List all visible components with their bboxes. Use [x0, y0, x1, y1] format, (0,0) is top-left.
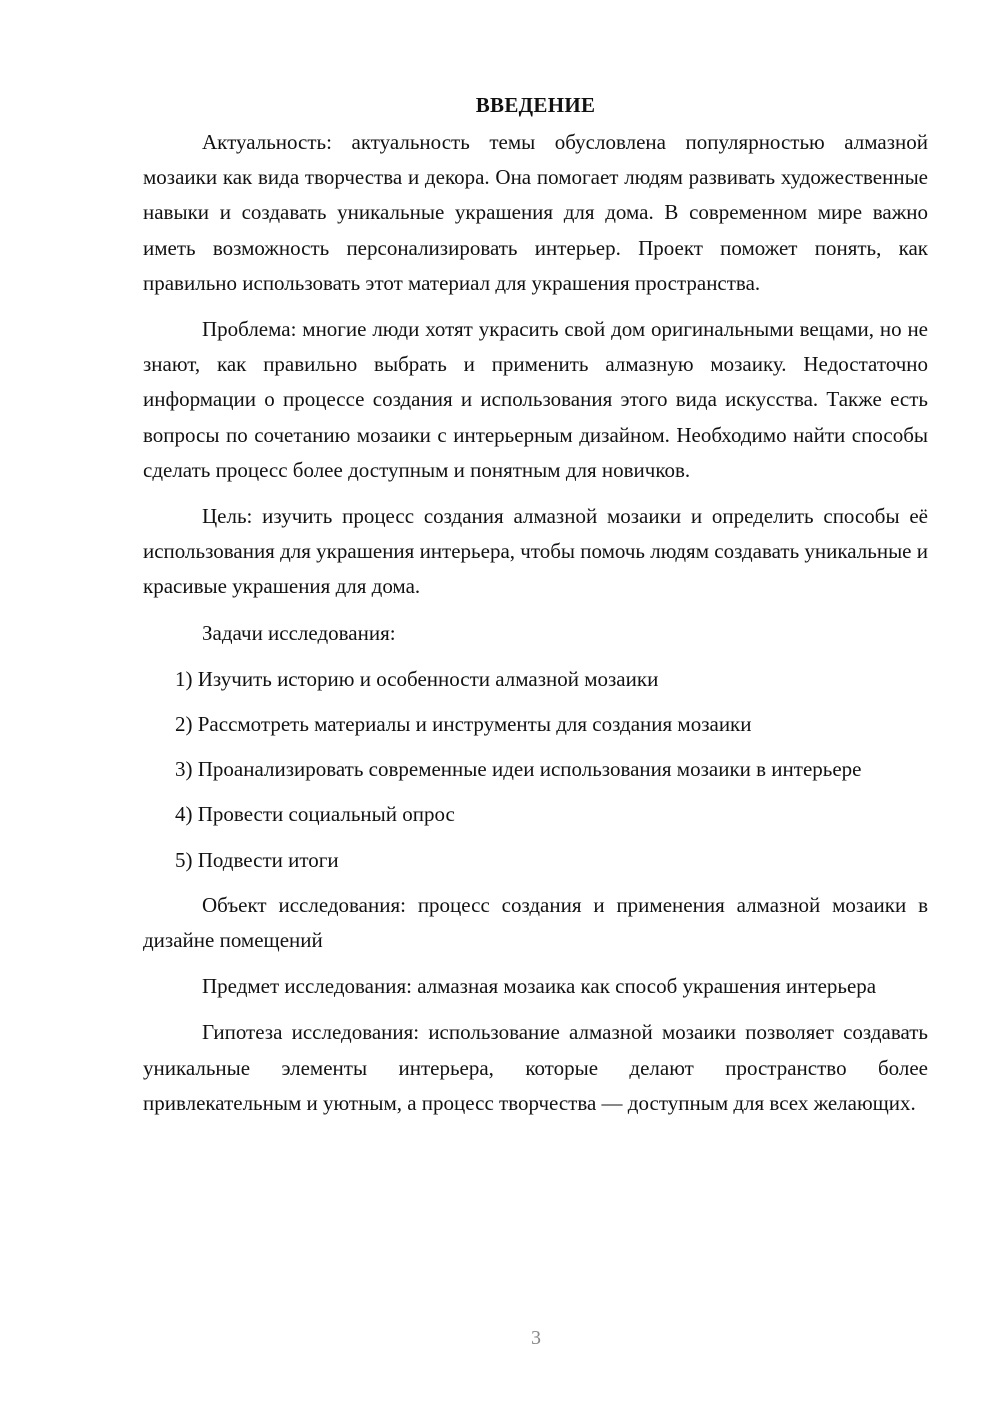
task-item-1: 1) Изучить историю и особенности алмазной мозаики: [175, 666, 659, 691]
page-number: 3: [531, 1327, 541, 1349]
tasks-heading: Задачи исследования:: [202, 620, 396, 645]
task-item-2: 2) Рассмотреть материалы и инструменты для создания мозаики: [175, 712, 752, 737]
hypothesis-paragraph: Гипотеза исследования: использование алмазной мозаики позволяет создавать уникальные элементы интерьера, которые делают пространство более привлекательным и уютным, а процесс творчества — доступным для всех желающих.: [143, 1020, 928, 1115]
task-item-4: 4) Провести социальный опрос: [175, 802, 455, 827]
subject-paragraph: Предмет исследования: алмазная мозаика как способ украшения интерьера: [202, 974, 877, 999]
task-item-3: 3) Проанализировать современные идеи использования мозаики в интерьере: [175, 757, 862, 782]
document-page: [143, 88, 928, 1132]
problem-paragraph: Проблема: многие люди хотят украсить свой дом оригинальными вещами, но не знают, как правильно выбрать и применить алмазную мозаику. Недостаточно информации о процессе создания и использования этого вида искусства. Также есть вопросы по сочетанию мозаики с интерьерным дизайном. Необходимо найти способы сделать процесс более доступным и понятным для новичков.: [143, 317, 928, 482]
relevance-paragraph: Актуальность: актуальность темы обусловлена популярностью алмазной мозаики как вида творчества и декора. Она помогает людям развивать художественные навыки и создавать уникальные украшения для дома. В современном мире важно иметь возможность персонализировать интерьер. Проект поможет понять, как правильно использовать этот материал для украшения пространства.: [143, 130, 928, 295]
goal-paragraph: Цель: изучить процесс создания алмазной мозаики и определить способы её использования для украшения интерьера, чтобы помочь людям создавать уникальные и красивые украшения для дома.: [143, 504, 928, 599]
task-item-5: 5) Подвести итоги: [175, 847, 339, 872]
object-paragraph: Объект исследования: процесс создания и применения алмазной мозаики в дизайне помещений: [143, 892, 928, 953]
section-title: ВВЕДЕНИЕ: [475, 93, 596, 117]
